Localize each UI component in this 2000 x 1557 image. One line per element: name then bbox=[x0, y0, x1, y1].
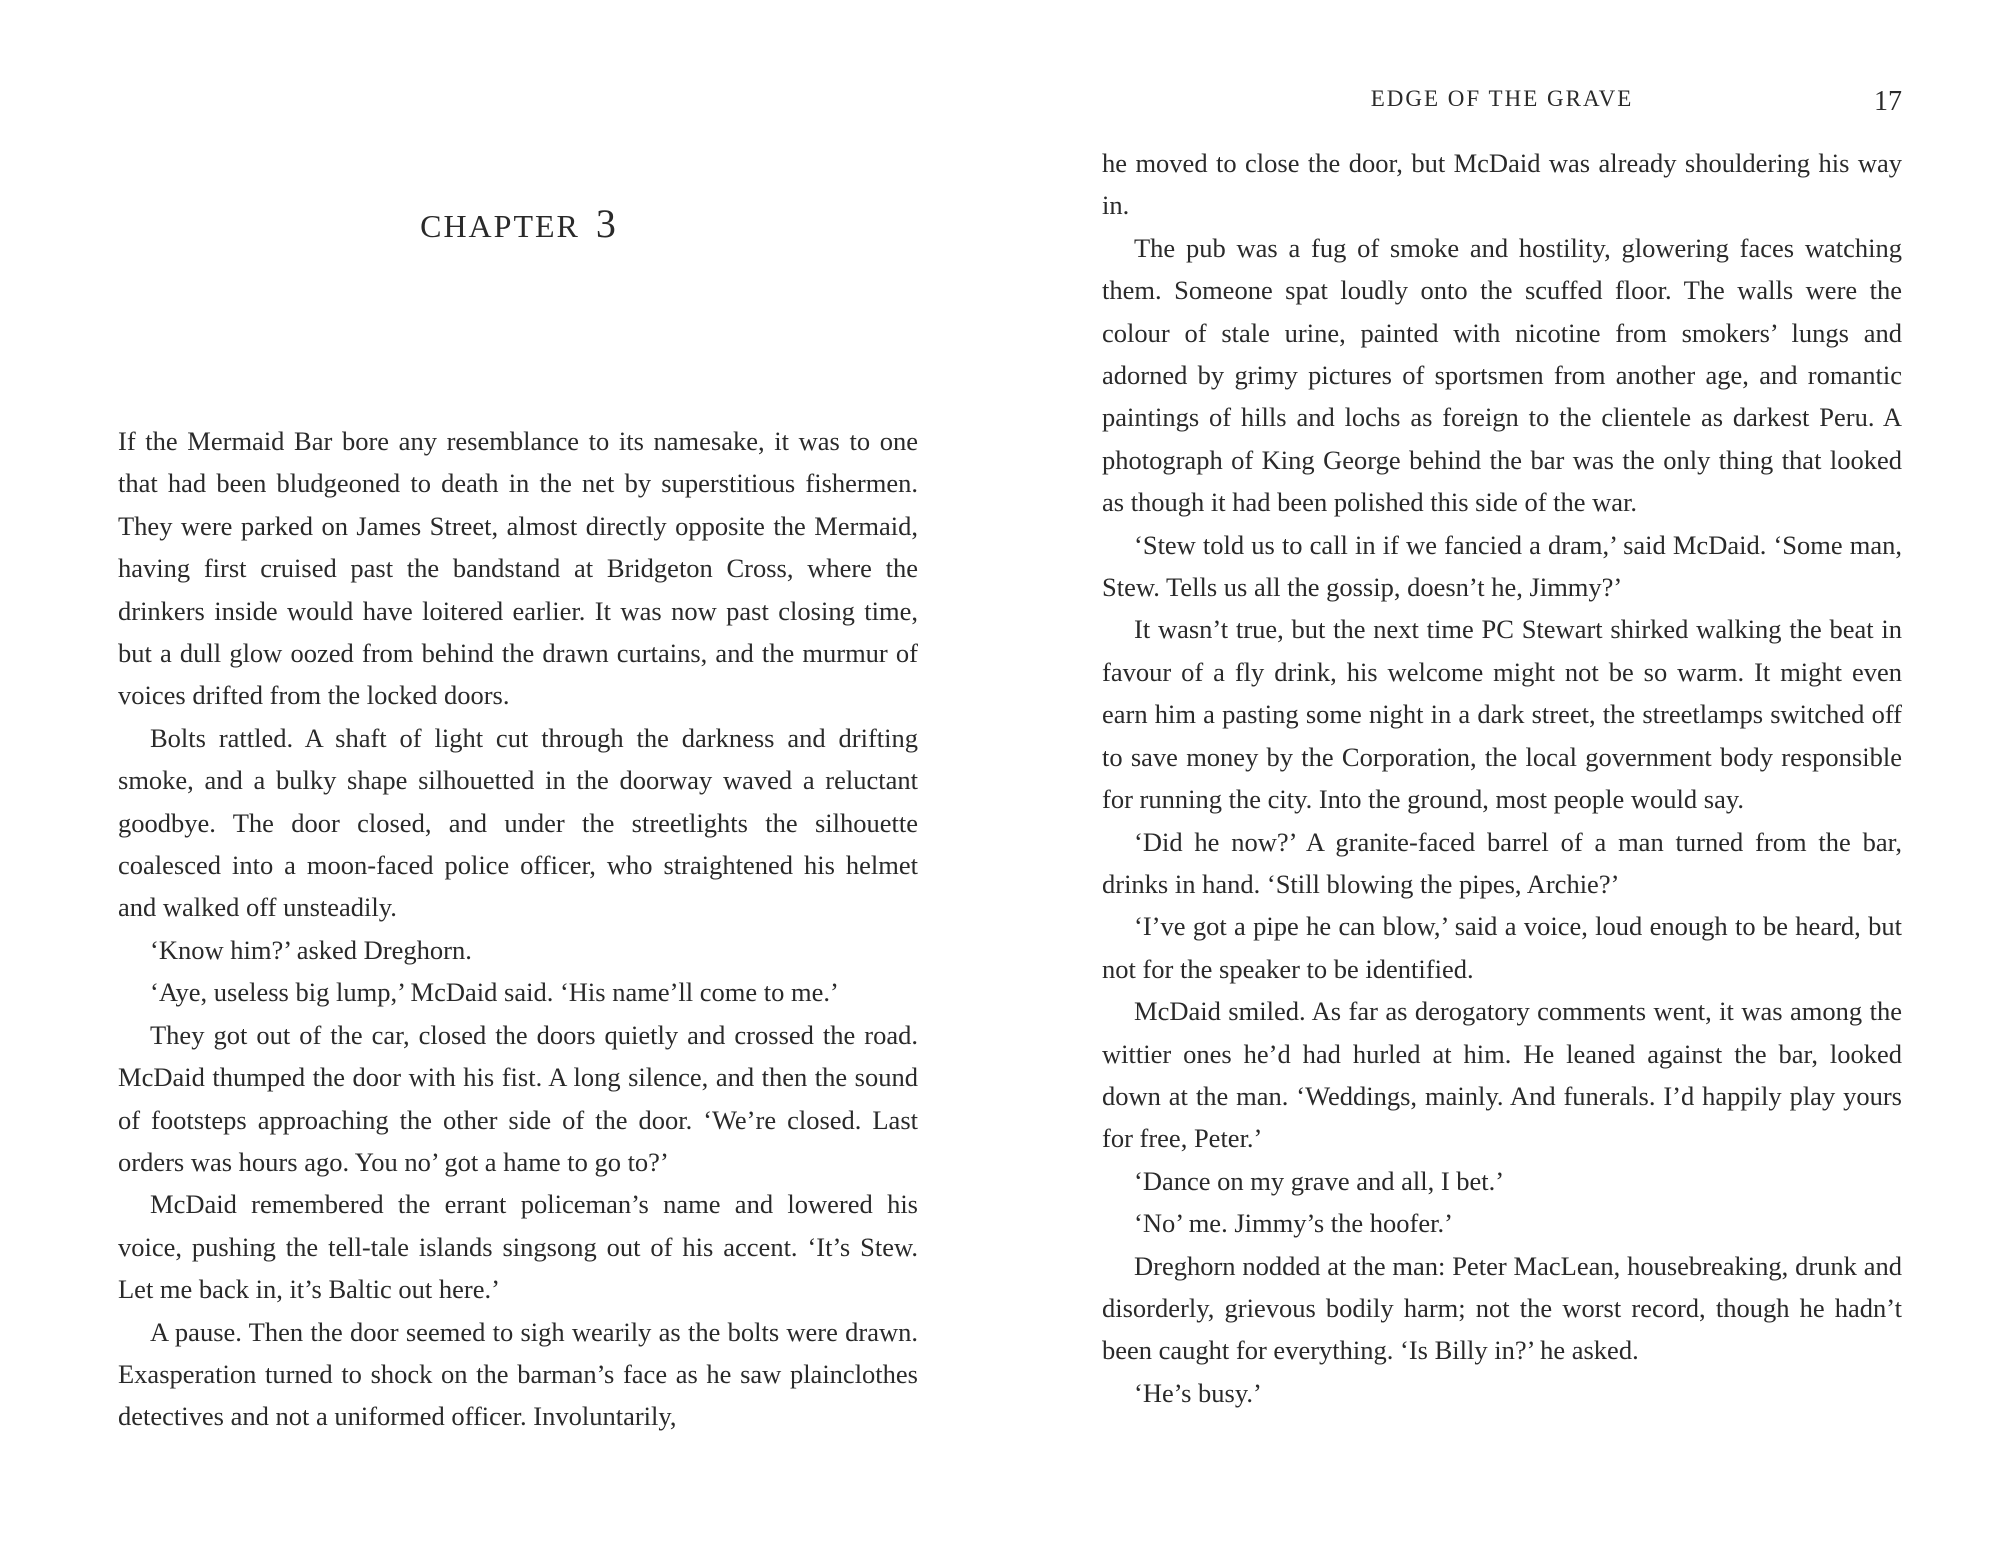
paragraph: A pause. Then the door seemed to sigh wearily as the bolts were drawn. Exasperation turned to shock on the barman’s face as he saw plainclothes detectives and not a uniformed officer. Involuntarily, bbox=[118, 1316, 918, 1432]
chapter-label: CHAPTER bbox=[420, 208, 580, 244]
right-page bbox=[1102, 0, 1902, 1557]
paragraph: ‘Stew told us to call in if we fancied a dram,’ said McDaid. ‘Some man, Stew. Tells us all the gossip, doesn’t he, Jimmy?’ bbox=[1102, 529, 1902, 603]
paragraph: ‘Know him?’ asked Dreghorn. bbox=[150, 934, 472, 965]
paragraph: ‘Did he now?’ A granite-faced barrel of a man turned from the bar, drinks in hand. ‘Still blowing the pipes, Archie?’ bbox=[1102, 826, 1902, 899]
paragraph: ‘He’s busy.’ bbox=[1134, 1377, 1262, 1408]
paragraph: If the Mermaid Bar bore any resemblance to its namesake, it was to one that had been bludgeoned to death in the net by superstitious fishermen. They were parked on James Street, almost directly opposite the Mermaid, having first cruised past the bandstand at Bridgeton Cross, where the drinkers inside would have loitered earlier. It was now past closing time, but a dull glow oozed from behind the drawn curtains, and the murmur of voices drifted from the locked doors. bbox=[118, 426, 918, 711]
paragraph: he moved to close the door, but McDaid was already shouldering his way in. bbox=[1102, 148, 1902, 221]
paragraph: It wasn’t true, but the next time PC Stewart shirked walking the beat in favour of a fly drink, his welcome might not be so warm. It might even earn him a pasting some night in a dark street, the streetlamps switched off to save money by the Corporation, the local government body responsible for running the city. Into the ground, most people would say. bbox=[1102, 614, 1902, 815]
paragraph: McDaid remembered the errant policeman’s name and lowered his voice, pushing the tell-tale islands singsong out of his accent. ‘It’s Stew. Let me back in, it’s Baltic out here.’ bbox=[118, 1189, 918, 1305]
running-head bbox=[1102, 86, 1902, 126]
paragraph: ‘Dance on my grave and all, I bet.’ bbox=[1134, 1165, 1505, 1196]
paragraph: The pub was a fug of smoke and hostility, glowering faces watching them. Someone spat loudly onto the scuffed floor. The walls were the colour of stale urine, painted with nicotine from smokers’ lungs and adorned by grimy pictures of sportsmen from another age, and romantic paintings of hills and lochs as foreign to the clientele as darkest Peru. A photograph of King George behind the bar was the only thing that looked as though it had been polished this side of the war. bbox=[1102, 232, 1902, 518]
chapter-heading bbox=[118, 200, 918, 247]
running-head-title: EDGE OF THE GRAVE bbox=[1370, 86, 1634, 111]
paragraph: ‘I’ve got a pipe he can blow,’ said a voice, loud enough to be heard, but not for the speaker to be identified. bbox=[1102, 911, 1902, 984]
paragraph: Bolts rattled. A shaft of light cut through the darkness and drifting smoke, and a bulky shape silhouetted in the doorway waved a reluctant goodbye. The door closed, and under the streetlights the silhouette coalesced into a moon-faced police officer, who straightened his helmet and walked off unsteadily. bbox=[118, 722, 918, 923]
paragraph: They got out of the car, closed the doors quietly and crossed the road. McDaid thumped the door with his fist. A long silence, and then the sound of footsteps approaching the other side of the door. ‘We’re closed. Last orders was hours ago. You no’ got a hame to go to?’ bbox=[118, 1019, 918, 1177]
paragraph: ‘No’ me. Jimmy’s the hoofer.’ bbox=[1134, 1208, 1453, 1239]
left-page bbox=[118, 0, 918, 1557]
right-page-body bbox=[1102, 142, 1902, 1414]
page-number: 17 bbox=[1874, 86, 1902, 117]
left-page-body bbox=[118, 420, 918, 1438]
paragraph: ‘Aye, useless big lump,’ McDaid said. ‘His name’ll come to me.’ bbox=[150, 977, 839, 1008]
paragraph: Dreghorn nodded at the man: Peter MacLean, housebreaking, drunk and disorderly, grievous bodily harm; not the worst record, though he hadn’t been caught for everything. ‘Is Billy in?’ he asked. bbox=[1102, 1250, 1902, 1366]
paragraph: McDaid smiled. As far as derogatory comments went, it was among the wittier ones he’d had hurled at him. He leaned against the bar, looked down at the man. ‘Weddings, mainly. And funerals. I’d happily play yours for free, Peter.’ bbox=[1102, 996, 1902, 1154]
chapter-number: 3 bbox=[595, 201, 616, 246]
